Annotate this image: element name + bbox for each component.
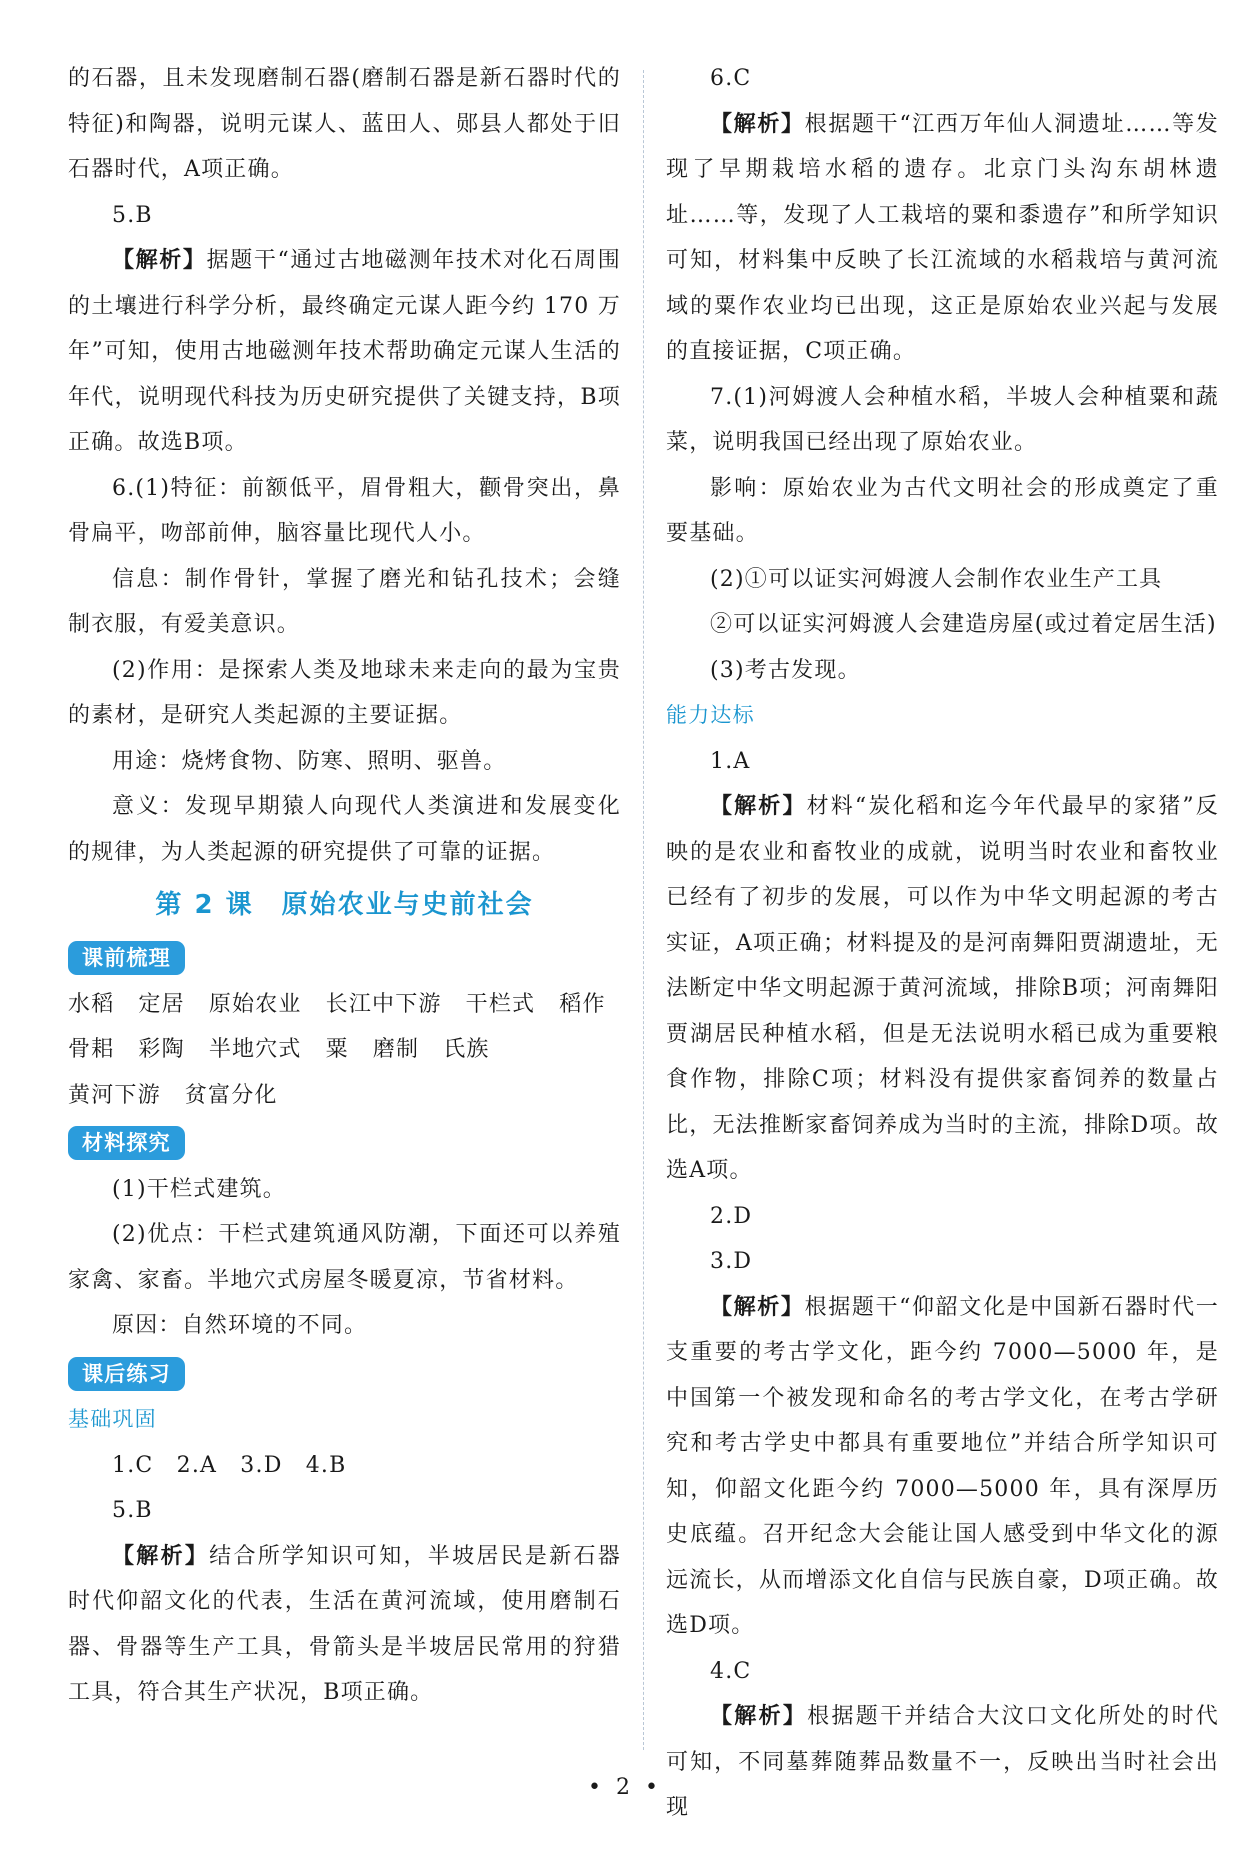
analysis-paragraph (68, 238, 621, 466)
answer-number: 3.D (710, 1249, 753, 1274)
page-number: • 2 • (588, 1775, 662, 1800)
keyword: 磨制 (372, 1037, 420, 1062)
paragraph: 7.(1)河姆渡人会种植水稻，半坡人会种植粟和蔬菜，说明我国已经出现了原始农业。 (666, 384, 1219, 455)
paragraph: (2)作用：是探索人类及地球未来走向的最为宝贵的素材，是研究人类起源的主要证据。 (68, 657, 621, 728)
answer-number: 5.B (112, 1498, 153, 1523)
right-column (666, 56, 1219, 1831)
analysis-label: 【解析】 (710, 793, 807, 819)
analysis-text: 根据题干并结合大汶口文化所处的时代可知，不同墓葬随葬品数量不一，反映出当时社会出现 (666, 1704, 1219, 1820)
paragraph: 影响：原始农业为古代文明社会的形成奠定了重要基础。 (666, 475, 1219, 546)
keyword: 长江中下游 (325, 991, 442, 1017)
analysis-text: 结合所学知识可知，半坡居民是新石器时代仰韶文化的代表，生活在黄河流域，使用磨制石器、骨器等生产工具，骨箭头是半坡居民常用的狩猎工具，符合其生产状况，B项正确。 (68, 1543, 621, 1705)
analysis-text: 根据题干“江西万年仙人洞遗址……等发现了早期栽培水稻的遗存。北京门头沟东胡林遗址……等，发现了人工栽培的粟和黍遗存”和所学知识可知，材料集中反映了长江流域的水稻栽培与黄河流域的粟作农业均已出现，这正是原始农业兴起与发展的直接证据，C项正确。 (666, 111, 1219, 364)
column-divider (643, 70, 644, 1750)
answer-line: 1.C 2.A 3.D 4.B (112, 1452, 347, 1478)
analysis-label: 【解析】 (112, 1542, 210, 1569)
answer-number: 1.A (710, 748, 751, 774)
keyword: 彩陶 (138, 1037, 185, 1062)
paragraph: 意义：发现早期猿人向现代人类演进和发展变化的规律，为人类起源的研究提供了可靠的证据。 (68, 794, 621, 865)
paragraph: 信息：制作骨针，掌握了磨光和钻孔技术；会缝制衣服，有爱美意识。 (68, 566, 621, 637)
paragraph: 用途：烧烤食物、防寒、照明、驱兽。 (112, 748, 507, 774)
paragraph: 原因：自然环境的不同。 (112, 1313, 368, 1338)
subsection-title: 能力达标 (666, 703, 755, 727)
analysis-text: 据题干“通过古地磁测年技术对化石周围的土壤进行科学分析，最终确定元谋人距今约 170 万年”可知，使用古地磁测年技术帮助确定元谋人生活的年代，说明现代科技为历史研究提供了关键支持，B项正确。故选B项。 (68, 248, 621, 455)
analysis-label: 【解析】 (710, 1703, 808, 1729)
lesson-title: 第 2 课 原始农业与史前社会 (155, 890, 534, 920)
paragraph: (2)优点：干栏式建筑通风防潮，下面还可以养殖家禽、家畜。半地穴式房屋冬暖夏凉，节省材料。 (68, 1222, 621, 1293)
analysis-paragraph (666, 1285, 1219, 1649)
answer-number: 4.C (710, 1658, 752, 1684)
left-column (68, 56, 621, 1716)
keyword: 原始农业 (208, 991, 302, 1017)
answer-number: 6.C (710, 66, 752, 91)
analysis-text: 根据题干“仰韶文化是中国新石器时代一支重要的考古学文化，距今约 7000—5000 年，是中国第一个被发现和命名的考古学文化，在考古学研究和考古学史中都具有重要地位”并结合所学知识可知，仰韶文化距今约 7000—5000 年，具有深厚历史底蕴。召开纪念大会能让国人感受到中华文化的源远流长，从而增添文化自信与民族自豪，D项正确。故选D项。 (666, 1294, 1219, 1638)
analysis-paragraph (666, 784, 1219, 1194)
paragraph: (1)干栏式建筑。 (112, 1176, 286, 1202)
analysis-paragraph (68, 1534, 621, 1716)
paragraph: 6.(1)特征：前额低平，眉骨粗大，颧骨突出，鼻骨扁平，吻部前伸，脑容量比现代人小。 (68, 475, 621, 546)
analysis-paragraph (666, 102, 1219, 375)
paragraph: (2)①可以证实河姆渡人会制作农业生产工具 (710, 566, 1163, 592)
analysis-label: 【解析】 (112, 247, 207, 273)
keyword: 稻作 (559, 991, 606, 1017)
paragraph: 的石器，且未发现磨制石器(磨制石器是新石器时代的特征)和陶器，说明元谋人、蓝田人、郧县人都处于旧石器时代，A项正确。 (68, 66, 621, 182)
subsection-title: 基础巩固 (68, 1407, 157, 1431)
section-badge-pre-class: 课前梳理 (68, 941, 185, 975)
keyword: 骨耜 (68, 1037, 115, 1062)
keyword: 黄河下游 (68, 1082, 161, 1108)
analysis-paragraph (666, 1694, 1219, 1831)
keyword: 贫富分化 (184, 1082, 278, 1108)
keyword: 定居 (138, 991, 185, 1017)
section-badge-material: 材料探究 (68, 1126, 185, 1160)
section-badge-after-class: 课后练习 (68, 1357, 185, 1391)
keyword-list (68, 982, 621, 1119)
answer-number: 5.B (112, 202, 153, 228)
keyword: 干栏式 (465, 991, 536, 1017)
keyword: 水稻 (68, 991, 115, 1017)
analysis-text: 材料“炭化稻和迄今年代最早的家猪”反映的是农业和畜牧业的成就，说明当时农业和畜牧业已经有了初步的发展，可以作为中华文明起源的考古实证，A项正确；材料提及的是河南舞阳贾湖遗址，无法断定中华文明起源于黄河流域，排除B项；河南舞阳贾湖居民种植水稻，但是无法说明水稻已成为重要粮食作物，排除C项；材料没有提供家畜饲养的数量占比，无法推断家畜饲养成为当时的主流，排除D项。故选A项。 (666, 794, 1219, 1183)
analysis-label: 【解析】 (710, 1293, 805, 1320)
keyword: 半地穴式 (208, 1037, 302, 1062)
paragraph: (3)考古发现。 (710, 657, 861, 683)
answer-number: 2.D (710, 1203, 753, 1229)
analysis-label: 【解析】 (710, 110, 805, 137)
keyword: 氏族 (443, 1037, 490, 1062)
keyword: 粟 (325, 1037, 349, 1062)
paragraph: ②可以证实河姆渡人会建造房屋(或过着定居生活) (710, 612, 1217, 637)
